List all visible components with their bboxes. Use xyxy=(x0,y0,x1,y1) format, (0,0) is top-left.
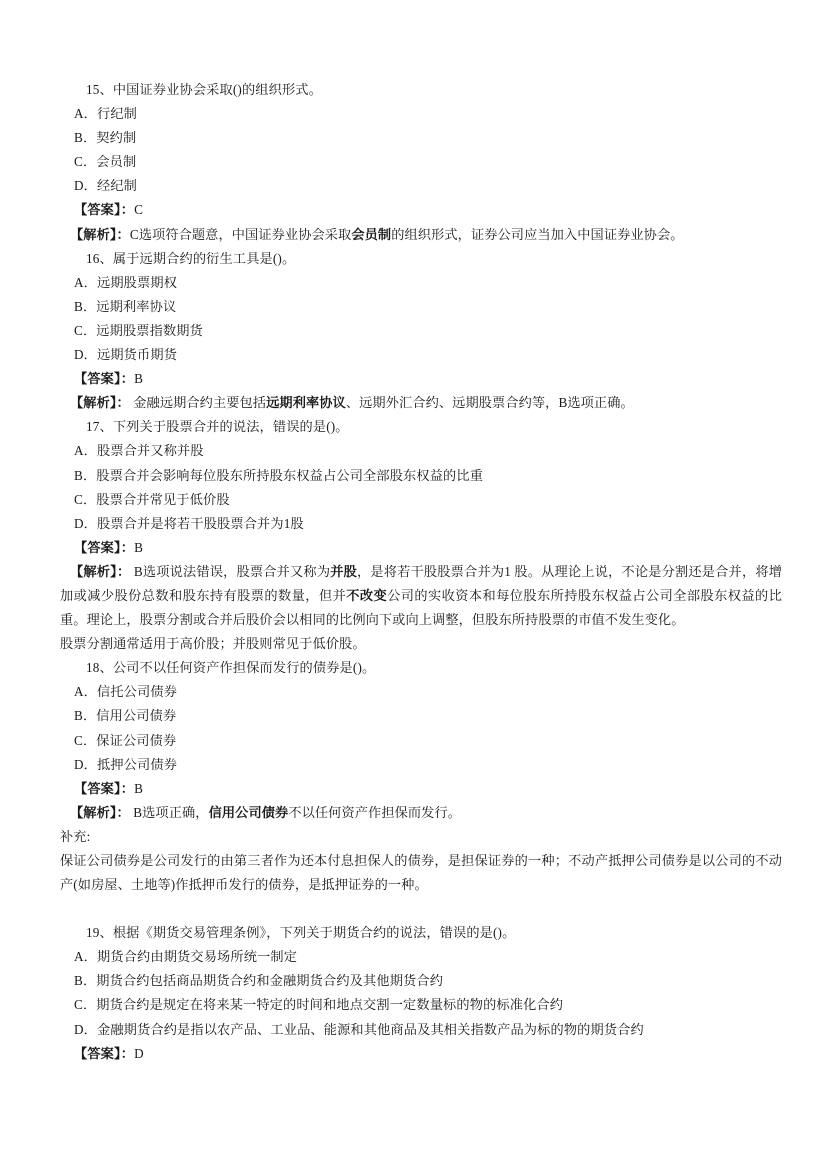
body-text: B选项正确， xyxy=(129,804,209,820)
analysis-trailing-note: 股票分割通常适用于高价股；并股则常见于低价股。 xyxy=(60,636,366,652)
question-stem: 18、公司不以任何资产作担保而发行的债券是()。 xyxy=(86,660,376,676)
body-text: 金融远期合约主要包括 xyxy=(129,395,267,411)
answer-label: 【答案】： xyxy=(74,1045,135,1061)
answer-line xyxy=(60,536,782,560)
section-spacer xyxy=(60,897,782,921)
body-text: 不以任何资产作担保而发行。 xyxy=(288,804,462,820)
answer-value: D xyxy=(134,1045,144,1061)
answer-label: 【答案】： xyxy=(74,202,135,218)
answer-line xyxy=(60,198,782,222)
option-c[interactable]: C．远期股票指数期货 xyxy=(74,322,203,338)
analysis-line xyxy=(60,223,782,247)
option-c[interactable]: C．保证公司债券 xyxy=(74,732,177,748)
analysis-label: 【解析】： xyxy=(70,563,131,579)
emphasis-text: 不改变 xyxy=(346,587,388,603)
answer-value: B xyxy=(134,780,144,796)
analysis-label: 【解析】： xyxy=(70,226,130,242)
option-b[interactable]: B．期货合约包括商品期货合约和金融期货合约及其他期货合约 xyxy=(74,973,444,989)
supplement-body: 保证公司债券是公司发行的由第三者作为还本付息担保人的债券，是担保证券的一种；不动产抵押公司债券是以公司的不动产(如房屋、土地等)作抵押币发行的债券，是抵押证券的一种。 xyxy=(60,853,782,893)
question-block-15 xyxy=(60,78,782,247)
body-text: 公司的实收资本和每位股东所持股东权益占公司全部股东权益的比重。理论上，股票分割或合并后股价会以相同的比例向下或向上调整，但股东所持股票的市值不发生变化。 xyxy=(60,587,782,628)
answer-line xyxy=(60,1042,782,1066)
option-d[interactable]: D．抵押公司债券 xyxy=(74,756,178,772)
answer-label: 【答案】： xyxy=(74,780,135,796)
answer-value: C xyxy=(134,202,144,218)
analysis-line xyxy=(60,801,782,825)
analysis-line xyxy=(60,391,782,415)
option-d[interactable]: D．远期货币期货 xyxy=(74,347,178,363)
body-text: 、远期外汇合约、远期股票合约等，B选项正确。 xyxy=(345,395,634,411)
answer-value: B xyxy=(134,371,144,387)
option-a[interactable]: A．行纪制 xyxy=(74,106,138,122)
analysis-line xyxy=(60,560,782,632)
analysis-text xyxy=(60,564,782,627)
question-block-17 xyxy=(60,415,782,656)
analysis-text xyxy=(130,227,684,242)
analysis-text xyxy=(130,805,461,820)
supplement-label: 补充: xyxy=(60,828,91,844)
question-block-18 xyxy=(60,656,782,825)
emphasis-text: 信用公司债券 xyxy=(208,804,289,820)
body-text: 的组织形式，证券公司应当加入中国证券业协会。 xyxy=(391,226,684,242)
answer-line xyxy=(60,367,782,391)
option-c[interactable]: C．股票合并常见于低价股 xyxy=(74,491,230,507)
option-b[interactable]: B．远期利率协议 xyxy=(74,298,177,314)
option-a[interactable]: A．期货合约由期货交易场所统一制定 xyxy=(74,949,298,965)
body-text: B选项说法错误，股票合并又称为 xyxy=(130,563,331,579)
option-a[interactable]: A．远期股票期权 xyxy=(74,274,178,290)
option-d[interactable]: D．经纪制 xyxy=(74,178,138,194)
answer-label: 【答案】： xyxy=(74,539,135,555)
analysis-text xyxy=(130,395,634,410)
document-body xyxy=(60,78,782,1066)
option-a[interactable]: A．信托公司债券 xyxy=(74,684,178,700)
option-c[interactable]: C．会员制 xyxy=(74,154,137,170)
question-stem: 16、属于远期合约的衍生工具是()。 xyxy=(86,250,296,266)
supplement-block xyxy=(60,825,782,897)
body-text: ，是将若干股股票合并为1 股。从理论上说，不论是分割还是合并，将增加或减少股份总数和股东持有股票的数量，但并 xyxy=(60,563,782,603)
option-c[interactable]: C．期货合约是规定在将来某一特定的时间和地点交割一定数量标的物的标准化合约 xyxy=(74,997,564,1013)
option-b[interactable]: B．契约制 xyxy=(74,130,137,146)
emphasis-text: 会员制 xyxy=(351,226,392,242)
analysis-label: 【解析】： xyxy=(70,804,130,820)
question-stem: 19、根据《期货交易管理条例》，下列关于期货合约的说法，错误的是()。 xyxy=(86,925,516,941)
option-d[interactable]: D．股票合并是将若干股股票合并为1股 xyxy=(74,515,304,531)
question-block-16 xyxy=(60,247,782,416)
answer-label: 【答案】： xyxy=(74,371,135,387)
question-stem: 17、下列关于股票合并的说法，错误的是()。 xyxy=(86,419,349,435)
option-d[interactable]: D．金融期货合约是指以农产品、工业品、能源和其他商品及其相关指数产品为标的物的期货合约 xyxy=(74,1021,644,1037)
question-block-19 xyxy=(60,921,782,1066)
emphasis-text: 并股 xyxy=(330,563,357,579)
answer-line xyxy=(60,777,782,801)
option-a[interactable]: A．股票合并又称并股 xyxy=(74,443,204,459)
emphasis-text: 远期利率协议 xyxy=(266,395,346,411)
answer-value: B xyxy=(134,539,144,555)
body-text: C选项符合题意，中国证券业协会采取 xyxy=(129,226,352,242)
question-stem: 15、中国证券业协会采取()的组织形式。 xyxy=(86,82,322,97)
analysis-label: 【解析】： xyxy=(70,395,130,411)
option-b[interactable]: B．股票合并会影响每位股东所持股东权益占公司全部股东权益的比重 xyxy=(74,467,484,483)
option-b[interactable]: B．信用公司债券 xyxy=(74,708,177,724)
